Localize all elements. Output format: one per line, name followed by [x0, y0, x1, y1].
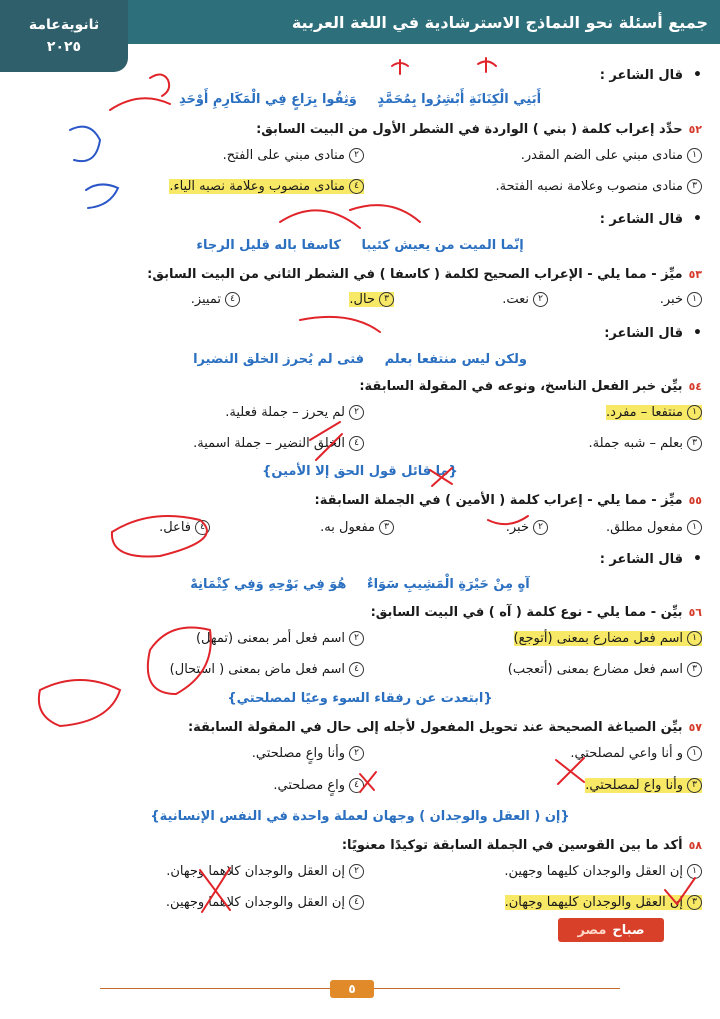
option[interactable]: ٤الخلق النضير – جملة اسمية.	[193, 436, 364, 451]
option[interactable]: ٤اسم فعل ماض بمعنى ( استحال)	[170, 662, 364, 677]
ink-stroke	[488, 516, 528, 524]
option-correct[interactable]: ١اسم فعل مضارع بمعنى (أتوجع)	[514, 631, 702, 646]
badge-grade: ثانويةعامة	[28, 17, 100, 33]
ink-stroke	[310, 422, 342, 460]
ink-stroke	[110, 98, 170, 110]
poet-label: • قال الشاعر :	[42, 550, 702, 569]
option-correct[interactable]: ٤منادى منصوب وعلامة نصبه الياء.	[169, 179, 364, 194]
page-number: ٥	[330, 980, 374, 998]
option[interactable]: ٢منادى مبني على الفتح.	[223, 148, 364, 163]
option[interactable]: ١مفعول مطلق.	[606, 520, 702, 535]
question-57: ٥٧بيِّن الصياغة الصحيحة عند تحويل المفعول لأجله إلى حال في المقولة السابقة:	[187, 720, 702, 735]
ink-cross	[360, 772, 376, 792]
ink-stroke	[150, 74, 169, 96]
quote: {ابتعدت عن رفقاء السوء وعيًا لمصلحتي}	[227, 691, 493, 706]
option[interactable]: ١إن العقل والوجدان كليهما وجهين.	[504, 864, 702, 879]
ink-stroke	[350, 205, 420, 222]
poet-label: • قال الشاعر :	[42, 210, 702, 229]
option[interactable]: ١خبر.	[660, 292, 702, 307]
option[interactable]: ٣مفعول به.	[320, 520, 394, 535]
badge-year: ٢٠٢٥	[46, 39, 82, 55]
option[interactable]: ٤واعٍ مصلحتي.	[273, 778, 364, 793]
question-54: ٥٤بيِّن خبر الفعل الناسخ، ونوعه في المقولة السابقة:	[359, 379, 702, 394]
question-55: ٥٥ميِّز - مما يلي - إعراب كلمة ( الأمين ) في الجملة السابقة:	[314, 493, 702, 508]
option[interactable]: ٢نعت.	[502, 292, 548, 307]
site-logo: صباح مصر	[558, 918, 664, 942]
option[interactable]: ٢خبر.	[506, 520, 548, 535]
option[interactable]: ٢لم يحرز – جملة فعلية.	[225, 405, 364, 420]
page-title: جميع أسئلة نحو النماذج الاسترشادية في اللغة العربية	[291, 12, 708, 32]
option[interactable]: ٢وأنا واعٍ مصلحتي.	[252, 746, 364, 761]
option[interactable]: ٢اسم فعل أمر بمعنى (تمهل)	[196, 631, 364, 646]
ink-circle	[148, 628, 211, 695]
option-correct[interactable]: ٣وأنا واع لمصلحتي.	[585, 778, 702, 793]
option[interactable]: ٣منادى منصوب وعلامة نصبه الفتحة.	[495, 179, 702, 194]
option[interactable]: ٤إن العقل والوجدان كلاهما وجهين.	[166, 895, 364, 910]
option-correct[interactable]: ٣حال.	[349, 292, 394, 307]
poet-label: • قال الشاعر :	[42, 66, 702, 85]
ink-stroke	[300, 317, 380, 332]
ink-stroke-blue	[86, 184, 118, 208]
verse: ولكن ليس منتفعا بعلم فتى لم يُحرز الخلق النضيرا	[193, 352, 527, 367]
option[interactable]: ٣بعلم – شبه جملة.	[589, 436, 703, 451]
ink-circle	[39, 680, 120, 726]
ink-cross	[430, 468, 452, 486]
option[interactable]: ٣اسم فعل مضارع بمعنى (أتعجب)	[508, 662, 702, 677]
ink-check	[665, 878, 695, 904]
verse: آهٍ مِنْ حَيْرَةِ الْمَشِيبِ سَوَاءٌ هُوَ فِي بَوْحِهِ وَفِي كِتْمَانِهْ	[190, 577, 530, 592]
option[interactable]: ١منادى مبني على الضم المقدر.	[521, 148, 702, 163]
option[interactable]: ٢إن العقل والوجدان كلاهما وجهان.	[166, 864, 364, 879]
quote: {إن ( العقل والوجدان ) وجهان لعملة واحدة في النفس الإنسانية}	[150, 809, 570, 824]
question-52: ٥٢حدِّد إعراب كلمة ( بني ) الواردة في الشطر الأول من البيت السابق:	[256, 122, 702, 137]
verse: إنّما الميت من يعيش كئيبا كاسفا باله قليل الرجاء	[196, 238, 524, 253]
quote: {ما قائل قول الحق إلا الأمين}	[262, 464, 458, 479]
option[interactable]: ٤فاعل.	[159, 520, 210, 535]
ink-stroke	[392, 60, 408, 74]
question-58: ٥٨أكد ما بين القوسين في الجملة السابقة توكيدًا معنويًا:	[341, 838, 702, 853]
ink-circle	[112, 516, 207, 557]
option-correct[interactable]: ٣إن العقل والوجدان كليهما وجهان.	[505, 895, 702, 910]
ink-cross	[200, 868, 230, 912]
ink-cross	[556, 758, 584, 784]
option-correct[interactable]: ١منتفعا – مفرد.	[606, 405, 702, 420]
poet-label: • قال الشاعر:	[42, 324, 702, 343]
option[interactable]: ٤تمييز.	[191, 292, 240, 307]
ink-stroke-blue	[70, 127, 100, 161]
option[interactable]: ١و أنا واعي لمصلحتي.	[570, 746, 702, 761]
question-56: ٥٦بيِّن - مما يلي - نوع كلمة ( آه ) في البيت السابق:	[370, 605, 702, 620]
ink-stroke	[280, 210, 360, 228]
verse: أَبَنِي الْكِنَانَةِ أَبْشِرُوا بِمُحَمَّدٍ وَثِقُوا بِرَاعٍ فِي الْمَكَارِمِ أَوْحَدِ	[178, 92, 542, 107]
ink-stroke	[478, 58, 496, 72]
question-53: ٥٣ميِّز - مما يلي - الإعراب الصحيح لكلمة ( كاسفا ) في الشطر الثاني من البيت السابق:	[147, 267, 702, 282]
